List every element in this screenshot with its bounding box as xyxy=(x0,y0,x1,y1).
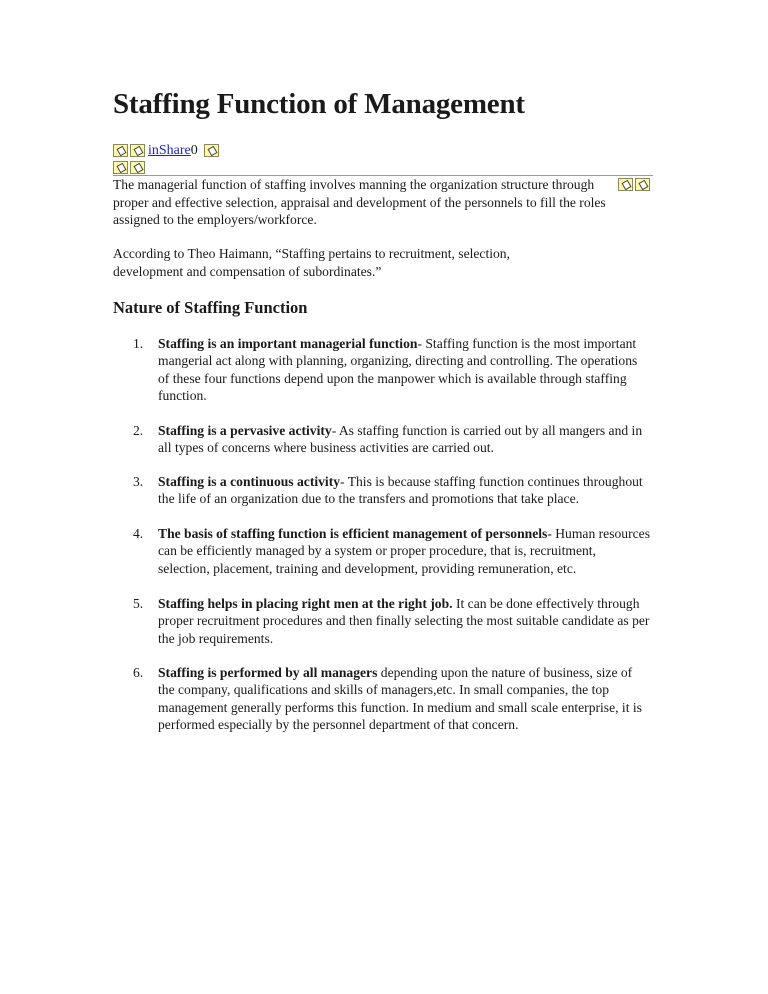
list-item-body: - Human resources can be efficiently managed by a system or proper procedure, that is, recruitment, selection, placement, training and development, providing remuneration, etc. xyxy=(158,526,650,576)
list-number: 6. xyxy=(133,665,144,680)
list-item xyxy=(113,664,653,752)
intro-paragraph: The managerial function of staffing involves manning the organization structure through proper and effective selection, appraisal and development of the personnels to fill the roles assigned to the employers/workforce. xyxy=(113,177,606,227)
list-text xyxy=(158,473,650,508)
list-text xyxy=(158,525,650,577)
list-item-body: It can be done effectively through proper recruitment procedures and then finally selecting the most suitable candidate as per the job requirements. xyxy=(158,596,650,646)
share-count: 0 xyxy=(190,142,198,158)
list-item-bold: Staffing is an important managerial function xyxy=(158,336,418,351)
list-item-body: - As staffing function is carried out by all mangers and in all types of concerns where business activities are carried out. xyxy=(158,423,643,456)
list-item-bold: Staffing is a continuous activity xyxy=(158,474,341,489)
list-item xyxy=(113,335,653,405)
list-item xyxy=(113,473,653,525)
list-item xyxy=(113,422,653,474)
page-title: Staffing Function of Management xyxy=(113,88,525,120)
side-share-icons xyxy=(618,176,652,193)
list-item-body: - Staffing function is the most important mangerial act along with planning, organizing, directing and controlling. The operations of these four functions depend upon the manpower which is available through staffing function. xyxy=(158,336,638,404)
list-number: 5. xyxy=(133,596,144,611)
list-number: 4. xyxy=(133,526,144,541)
list-item-body: depending upon the nature of business, size of the company, qualifications and skills of managers,etc. In small companies, the top management generally performs this function. In medium and small scale enterprise, it is performed especially by the personnel department of that concern. xyxy=(158,665,642,733)
list-text xyxy=(158,664,650,734)
list-item xyxy=(113,525,653,595)
list-text xyxy=(158,335,650,405)
list-number: 3. xyxy=(133,474,144,489)
list-number: 2. xyxy=(133,423,144,438)
list-item-bold: Staffing is a pervasive activity xyxy=(158,423,332,438)
list-item xyxy=(113,595,653,647)
inshare-link[interactable]: inShare xyxy=(148,142,191,158)
broken-image-icon[interactable] xyxy=(130,161,145,174)
broken-image-icon[interactable] xyxy=(130,144,145,157)
broken-image-icon[interactable] xyxy=(618,178,633,191)
share-bar-row-2 xyxy=(113,159,147,175)
list-text xyxy=(158,422,650,457)
list-item-bold: Staffing is performed by all managers xyxy=(158,665,378,680)
list-item-bold: Staffing helps in placing right men at the right job. xyxy=(158,596,453,611)
share-bar xyxy=(113,142,221,159)
section-heading: Nature of Staffing Function xyxy=(113,298,308,317)
list-item-bold: The basis of staffing function is efficient management of personnels xyxy=(158,526,548,541)
broken-image-icon[interactable] xyxy=(113,161,128,174)
list-number: 1. xyxy=(133,336,144,351)
broken-image-icon[interactable] xyxy=(635,178,650,191)
broken-image-icon[interactable] xyxy=(113,144,128,157)
list-text xyxy=(158,595,650,647)
quote-paragraph: According to Theo Haimann, “Staffing pertains to recruitment, selection, development and compensation of subordinates.” xyxy=(113,246,510,279)
list-item-body: - This is because staffing function continues throughout the life of an organization due to the transfers and promotions that take place. xyxy=(158,474,643,507)
broken-image-icon[interactable] xyxy=(204,144,219,157)
